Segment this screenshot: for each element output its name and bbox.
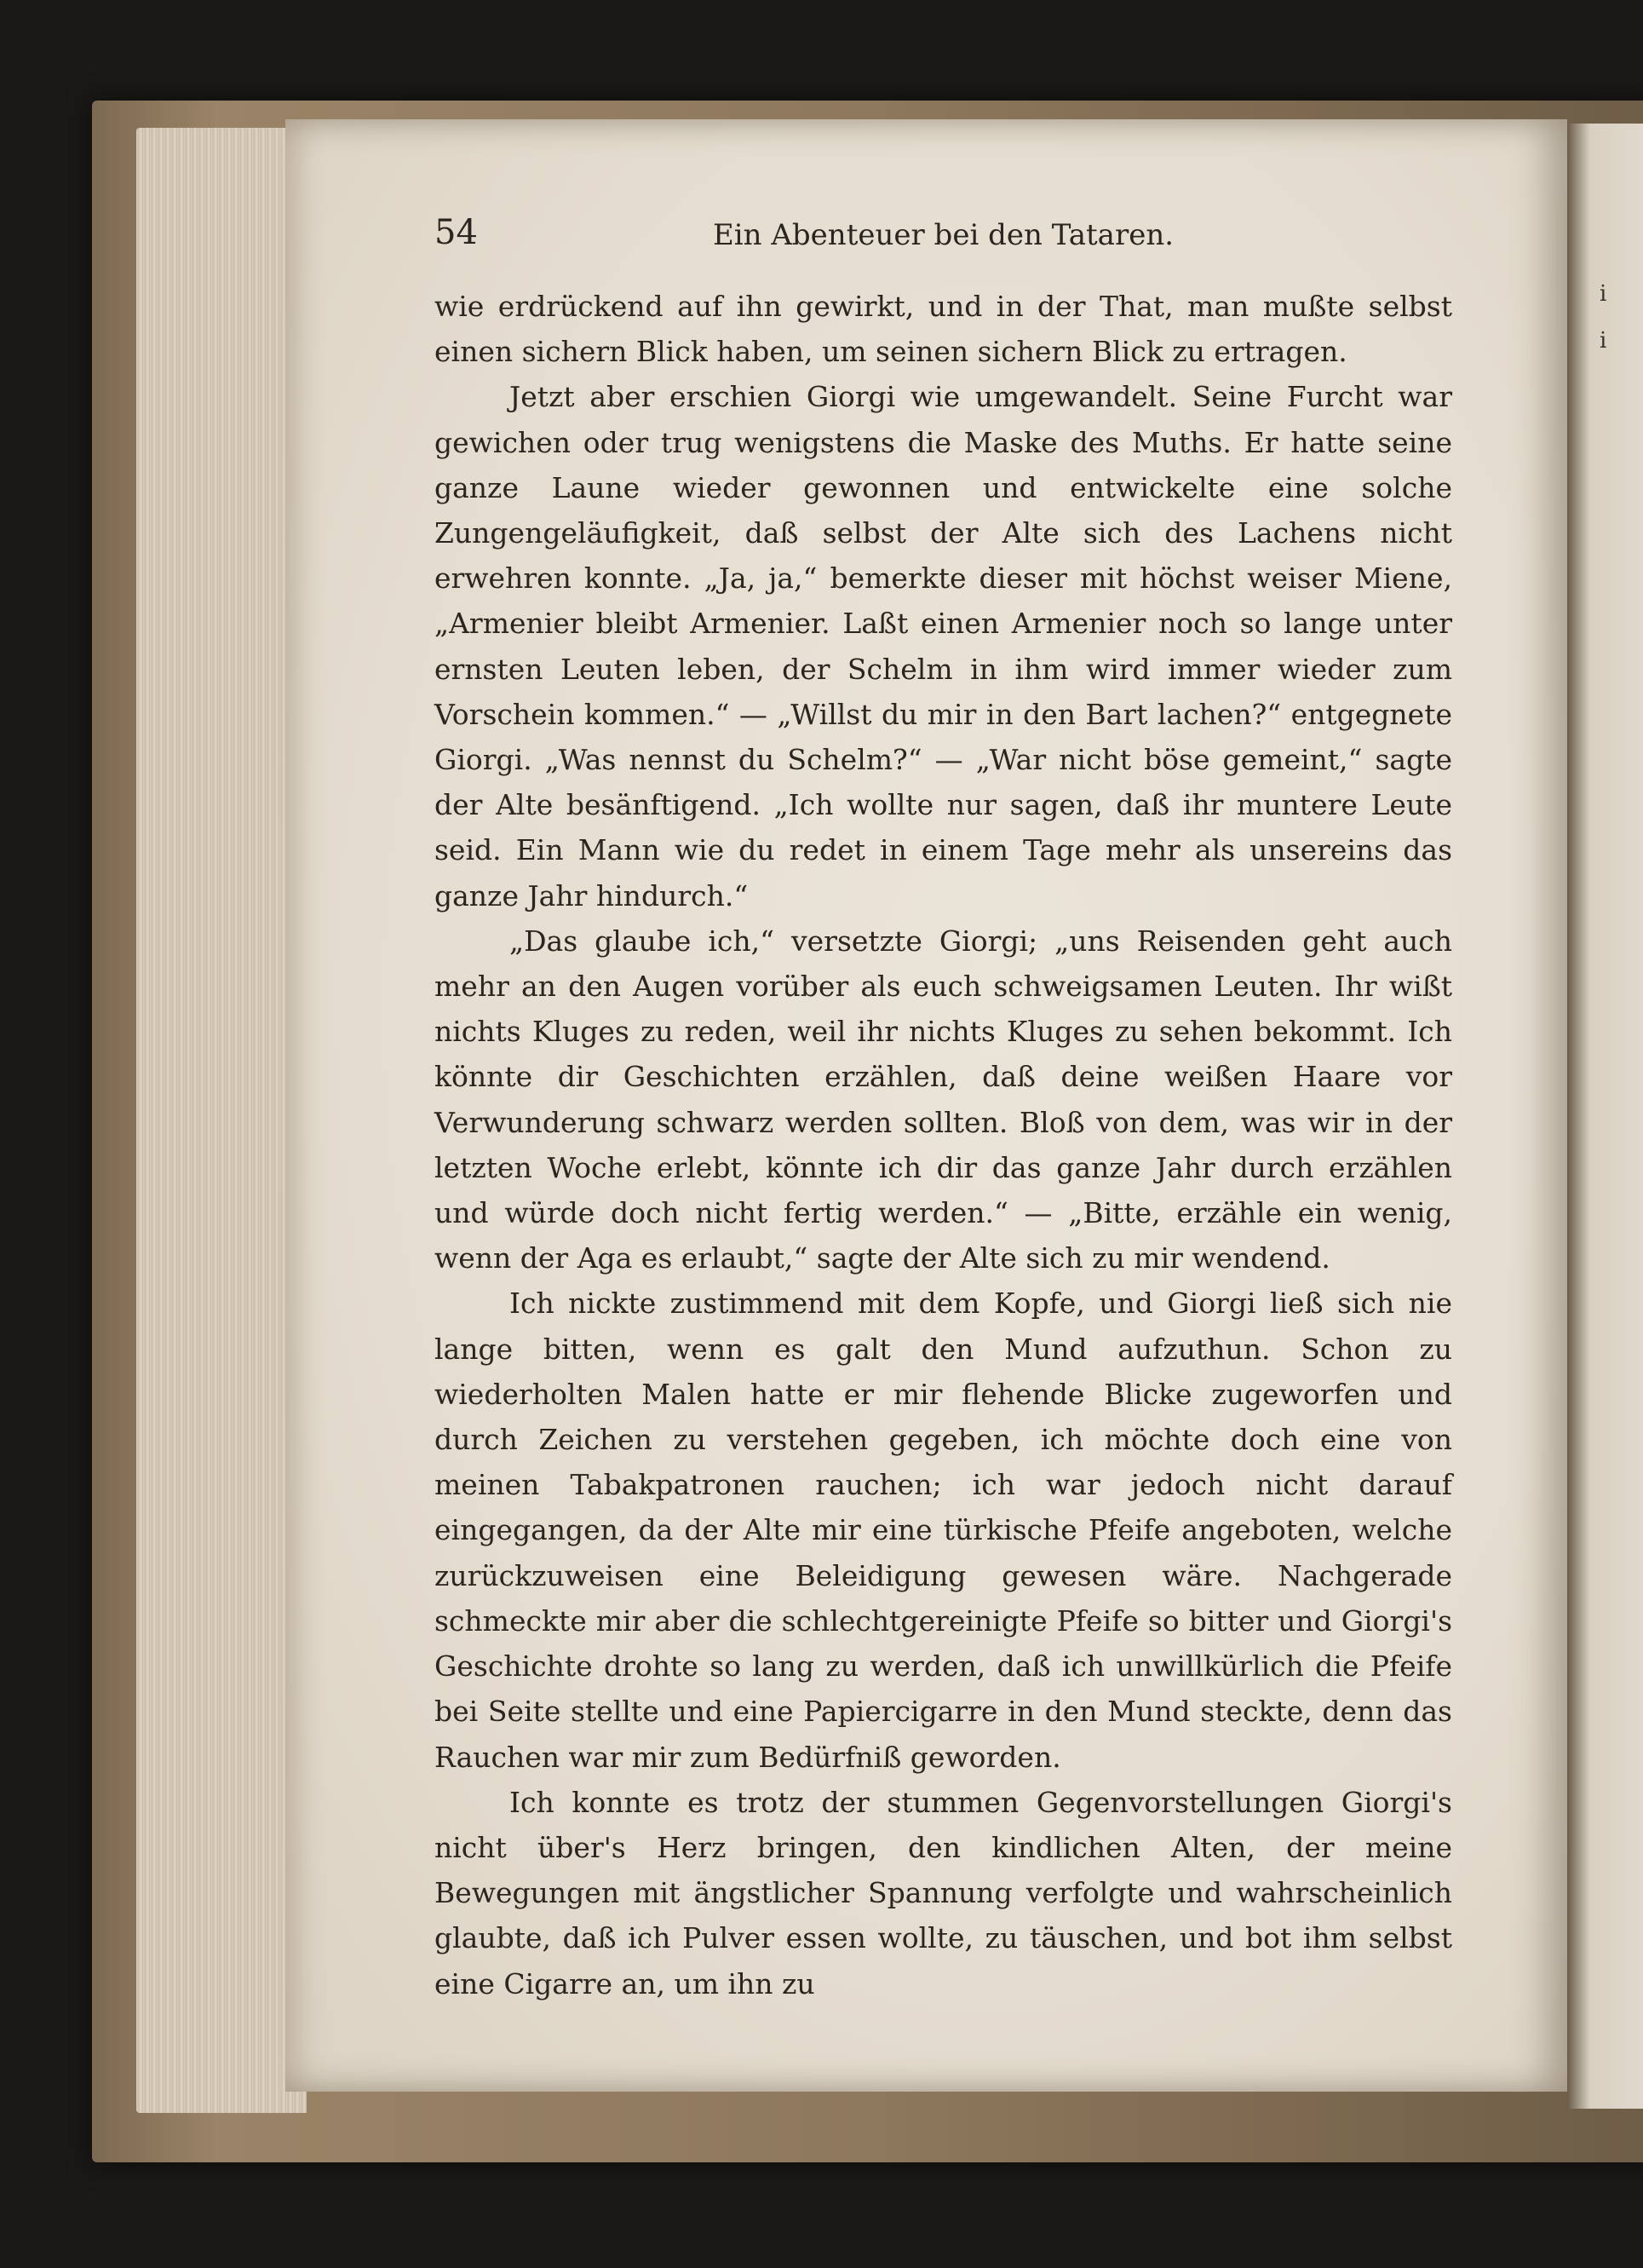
page-number: 54 bbox=[434, 213, 478, 252]
paragraph: wie erdrückend auf ihn gewirkt, und in der That, man mußte selbst einen sichern Blick haben, um seinen sichern Blick zu ertragen. bbox=[434, 290, 1452, 369]
book-page bbox=[285, 119, 1567, 2092]
facing-page-edge bbox=[1567, 124, 1643, 2109]
paragraph: Ich nickte zustimmend mit dem Kopfe, und Giorgi ließ sich nie lange bitten, wenn es galt den Mund aufzuthun. Schon zu wiederholten Malen hatte er mir flehende Blicke zugeworfen und durch Zeichen zu verstehen gegeben, ich möchte doch eine von meinen Tabakpatronen rauchen; ich war jedoch nicht darauf eingegangen, da der Alte mir eine türkische Pfeife angeboten, welche zurückzuweisen eine Beleidigung gewesen wäre. Nachgerade schmeckte mir aber die schlechtgereinigte Pfeife so bitter und Giorgi's Geschichte drohte so lang zu werden, daß ich unwillkürlich die Pfeife bei Seite stellte und eine Papiercigarre in den Mund steckte, denn das Rauchen war mir zum Bedürfniß geworden. bbox=[434, 1287, 1452, 1774]
facing-page-fragment: i bbox=[1600, 328, 1607, 354]
facing-page-fragment: i bbox=[1600, 281, 1607, 307]
paragraph: Ich konnte es trotz der stummen Gegenvorstellungen Giorgi's nicht über's Herz bringen, den kindlichen Alten, der meine Bewegungen mit ängstlicher Spannung verfolgte und wahrscheinlich glaubte, daß ich Pulver essen wollte, zu täuschen, und bot ihm selbst eine Cigarre an, um ihn zu bbox=[434, 1785, 1452, 2000]
paragraph: Jetzt aber erschien Giorgi wie umgewandelt. Seine Furcht war gewichen oder trug wenigstens die Maske des Muths. Er hatte seine ganze Laune wieder gewonnen und entwickelte eine solche Zungengeläufigkeit, daß selbst der Alte sich des Lachens nicht erwehren konnte. „Ja, ja,“ bemerkte dieser mit höchst weiser Miene, „Armenier bleibt Armenier. Laßt einen Armenier noch so lange unter ernsten Leuten leben, der Schelm in ihm wird immer wieder zum Vorschein kommen.“ — „Willst du mir in den Bart lachen?“ entgegnete Giorgi. „Was nennst du Schelm?“ — „War nicht böse gemeint,“ sagte der Alte besänftigend. „Ich wollte nur sagen, daß ihr muntere Leute seid. Ein Mann wie du redet in einem Tage mehr als unsereins das ganze Jahr hindurch.“ bbox=[434, 380, 1452, 912]
page-edges bbox=[136, 128, 307, 2113]
page-header bbox=[434, 213, 1452, 264]
running-title: Ein Abenteuer bei den Tataren. bbox=[712, 218, 1175, 252]
body-text bbox=[434, 284, 1452, 2006]
paragraph: „Das glaube ich,“ versetzte Giorgi; „uns Reisenden geht auch mehr an den Augen vorüber als euch schweigsamen Leuten. Ihr wißt nichts Kluges zu reden, weil ihr nichts Kluges zu sehen bekommt. Ich könnte dir Geschichten erzählen, daß deine weißen Haare vor Verwunderung schwarz werden sollten. Bloß von dem, was wir in der letzten Woche erlebt, könnte ich dir das ganze Jahr durch erzählen und würde doch nicht fertig werden.“ — „Bitte, erzähle ein wenig, wenn der Aga es erlaubt,“ sagte der Alte sich zu mir wendend. bbox=[434, 924, 1452, 1275]
